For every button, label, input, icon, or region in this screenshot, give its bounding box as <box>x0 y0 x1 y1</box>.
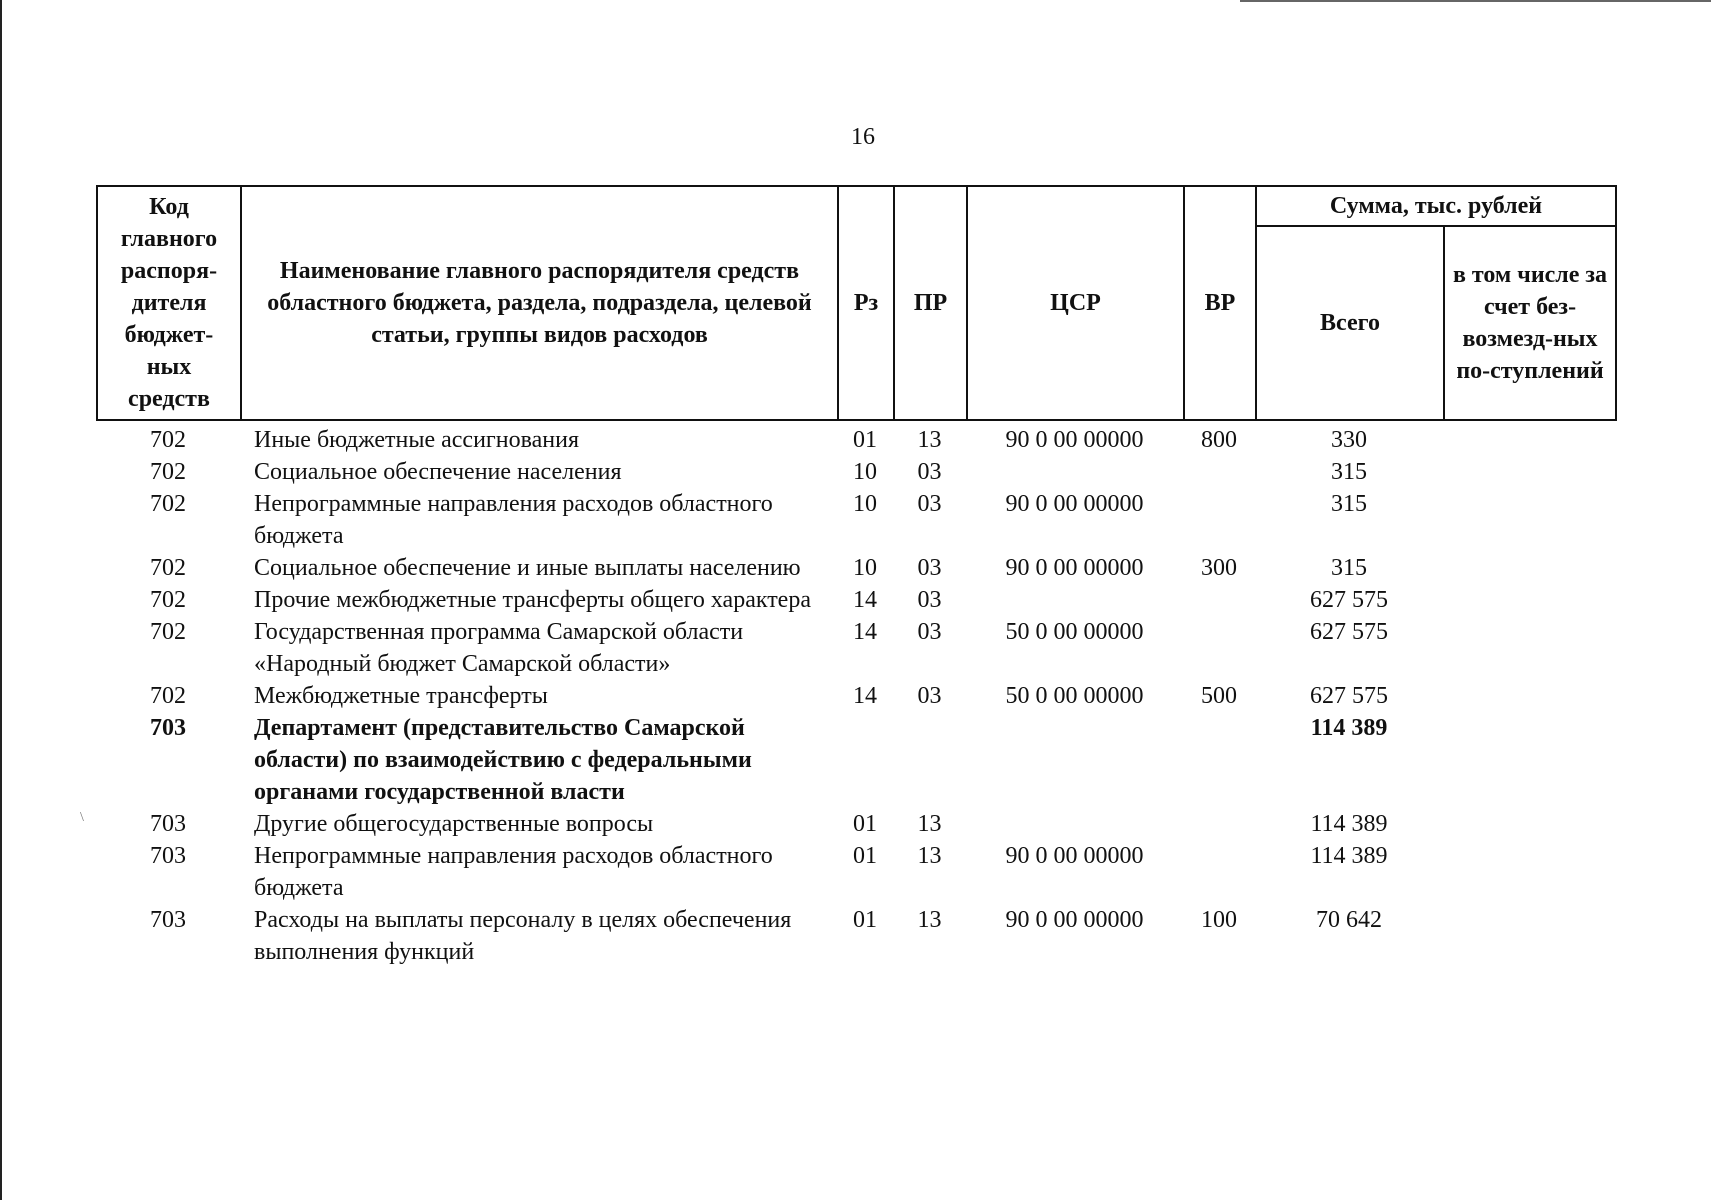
row-code: 703 <box>150 907 186 933</box>
header-name: Наименование главного распорядителя средств областного бюджета, раздела, подраздела, целевой статьи, группы видов расходов <box>241 186 838 420</box>
table-row <box>96 424 1615 456</box>
row-csr <box>966 808 1183 840</box>
row-incl <box>1443 456 1615 488</box>
row-total: 627 575 <box>1310 587 1388 613</box>
row-csr: 90 0 00 00000 <box>1005 843 1144 869</box>
row-vr <box>1183 808 1255 840</box>
header-pr: ПР <box>894 186 967 420</box>
row-csr: 90 0 00 00000 <box>1005 555 1144 581</box>
row-csr: 50 0 00 00000 <box>1005 619 1144 645</box>
row-total: 330 <box>1331 427 1367 453</box>
row-total: 627 575 <box>1310 619 1388 645</box>
row-code: 702 <box>150 683 186 709</box>
row-csr <box>966 456 1183 488</box>
row-pr: 13 <box>917 907 942 933</box>
row-code: 702 <box>150 619 186 645</box>
row-total: 114 389 <box>1310 843 1388 869</box>
header-incl: в том числе за счет без-возмезд-ных по-ступлений <box>1444 226 1616 420</box>
row-rz: 14 <box>853 683 877 709</box>
table-body <box>96 424 1615 968</box>
table-row <box>96 680 1615 712</box>
table-row <box>96 616 1615 680</box>
row-rz: 01 <box>853 811 877 837</box>
row-name: Непрограммные направления расходов областного бюджета <box>254 843 773 901</box>
row-incl <box>1443 840 1615 904</box>
row-vr <box>1183 616 1255 680</box>
row-pr: 03 <box>917 459 942 485</box>
row-vr <box>1183 712 1255 808</box>
row-code: 703 <box>150 843 186 869</box>
row-pr: 03 <box>917 683 942 709</box>
row-name: Межбюджетные трансферты <box>254 683 548 709</box>
row-vr: 800 <box>1201 427 1237 453</box>
row-total: 315 <box>1331 555 1367 581</box>
row-incl <box>1443 904 1615 968</box>
row-rz: 10 <box>853 459 877 485</box>
header-csr: ЦСР <box>967 186 1184 420</box>
scan-artifact: \ <box>80 810 84 825</box>
row-csr: 50 0 00 00000 <box>1005 683 1144 709</box>
row-code: 702 <box>150 555 186 581</box>
row-pr: 03 <box>917 587 942 613</box>
row-name: Государственная программа Самарской области «Народный бюджет Самарской области» <box>254 619 744 677</box>
row-name: Другие общегосударственные вопросы <box>254 811 654 837</box>
row-pr: 13 <box>917 427 942 453</box>
row-pr: 03 <box>917 555 942 581</box>
row-pr: 13 <box>917 811 942 837</box>
row-rz: 14 <box>853 619 877 645</box>
row-incl <box>1443 488 1615 552</box>
row-name: Прочие межбюджетные трансферты общего характера <box>254 587 811 613</box>
table-header <box>96 185 1617 421</box>
row-name: Иные бюджетные ассигнования <box>254 427 579 453</box>
row-rz <box>837 712 893 808</box>
row-code: 702 <box>150 427 186 453</box>
row-total: 315 <box>1331 491 1367 517</box>
page-frame-top-edge <box>1240 0 1711 2</box>
row-name: Социальное обеспечение населения <box>254 459 622 485</box>
row-total: 627 575 <box>1310 683 1388 709</box>
row-rz: 01 <box>853 843 877 869</box>
row-csr <box>966 584 1183 616</box>
row-total: 114 389 <box>1310 811 1388 837</box>
row-rz: 01 <box>853 907 877 933</box>
row-code: 702 <box>150 491 186 517</box>
header-code: Код главного распоря-дителя бюджет-ных средств <box>97 186 241 420</box>
row-code: 703 <box>150 715 186 741</box>
header-total: Всего <box>1256 226 1444 420</box>
header-vr: ВР <box>1184 186 1256 420</box>
row-rz: 10 <box>853 555 877 581</box>
row-code: 702 <box>150 587 186 613</box>
table-row <box>96 552 1615 584</box>
row-name: Социальное обеспечение и иные выплаты населению <box>254 555 801 581</box>
row-incl <box>1443 808 1615 840</box>
row-pr: 03 <box>917 491 942 517</box>
row-vr <box>1183 840 1255 904</box>
row-total: 70 642 <box>1316 907 1382 933</box>
row-vr <box>1183 456 1255 488</box>
row-csr <box>966 712 1183 808</box>
row-rz: 10 <box>853 491 877 517</box>
row-pr: 03 <box>917 619 942 645</box>
row-name: Департамент (представительство Самарской области) по взаимодействию с федеральными органами государственной власти <box>254 715 752 805</box>
row-name: Непрограммные направления расходов областного бюджета <box>254 491 773 549</box>
row-code: 702 <box>150 459 186 485</box>
row-vr: 100 <box>1201 907 1237 933</box>
row-vr: 300 <box>1201 555 1237 581</box>
row-incl <box>1443 712 1615 808</box>
row-incl <box>1443 424 1615 456</box>
table-row <box>96 488 1615 552</box>
row-rz: 14 <box>853 587 877 613</box>
row-vr <box>1183 488 1255 552</box>
page-number: 16 <box>851 124 875 150</box>
row-csr: 90 0 00 00000 <box>1005 427 1144 453</box>
header-sum-group: Сумма, тыс. рублей <box>1256 186 1616 226</box>
table-row <box>96 712 1615 808</box>
table-row <box>96 808 1615 840</box>
row-incl <box>1443 552 1615 584</box>
table-row <box>96 584 1615 616</box>
row-vr: 500 <box>1201 683 1237 709</box>
row-total: 315 <box>1331 459 1367 485</box>
row-rz: 01 <box>853 427 877 453</box>
row-vr <box>1183 584 1255 616</box>
row-pr: 13 <box>917 843 942 869</box>
row-csr: 90 0 00 00000 <box>1005 907 1144 933</box>
row-pr <box>893 712 966 808</box>
row-incl <box>1443 680 1615 712</box>
table-row <box>96 840 1615 904</box>
row-incl <box>1443 616 1615 680</box>
data-table <box>96 424 1615 968</box>
row-csr: 90 0 00 00000 <box>1005 491 1144 517</box>
table-row <box>96 456 1615 488</box>
row-code: 703 <box>150 811 186 837</box>
row-total: 114 389 <box>1310 715 1388 741</box>
row-name: Расходы на выплаты персоналу в целях обеспечения выполнения функций <box>254 907 792 965</box>
header-rz: Рз <box>838 186 894 420</box>
row-incl <box>1443 584 1615 616</box>
page-frame-left-edge <box>0 0 2 1200</box>
table-row <box>96 904 1615 968</box>
